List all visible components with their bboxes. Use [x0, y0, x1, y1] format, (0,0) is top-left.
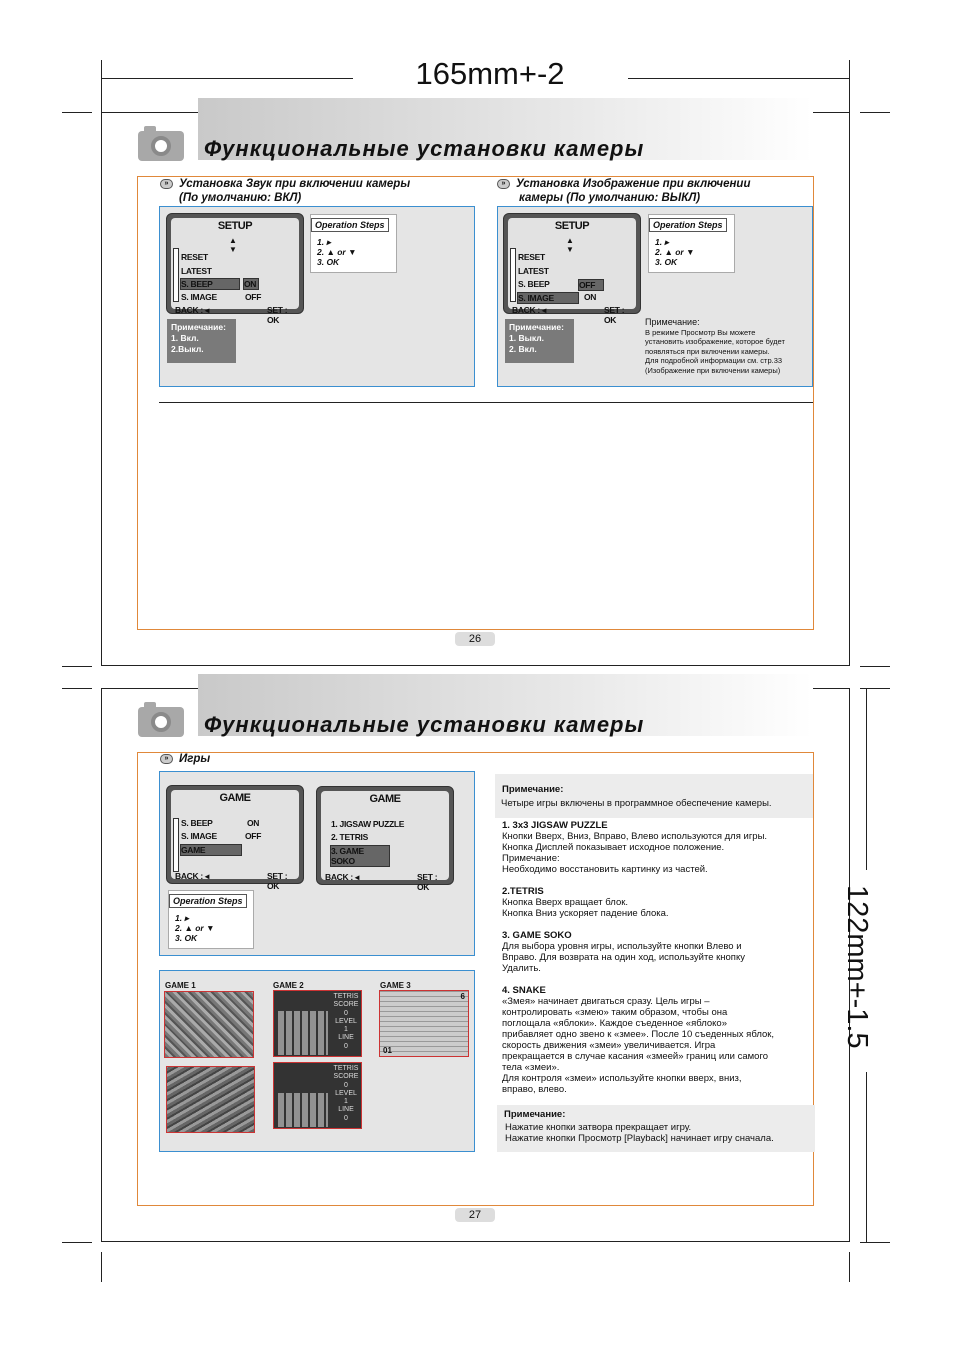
dimension-line	[628, 78, 850, 79]
tetris-thumbnail: TETRIS SCORE 0 LEVEL 1 LINE 0	[273, 1062, 362, 1129]
scrollbar	[173, 248, 179, 302]
game-select-screen	[316, 786, 454, 892]
note-text: Нажатие кнопки затвора прекращает игру.	[505, 1122, 692, 1133]
arrow-bullet-icon: »	[160, 179, 173, 189]
arrow-bullet-icon: »	[160, 754, 173, 764]
camera-icon	[138, 707, 184, 737]
top-dimension-label: 165mm+-2	[415, 56, 565, 91]
side-note: Примечание: В режиме Просмотр Вы можете установить изображение, которое будет появляться при включении камеры. Для подробной информации см. стр.33 (Изображение при включении камеры)	[645, 317, 785, 375]
menu-item-s-beep: S. BEEP	[181, 818, 213, 828]
back-label: BACK : ◂	[512, 305, 546, 315]
set-label: SET : OK	[267, 871, 288, 891]
screen-title: GAME	[369, 793, 401, 805]
value-off: OFF	[245, 831, 262, 841]
value-off: OFF	[245, 292, 262, 302]
game-label: GAME 2	[273, 981, 304, 990]
game-screen	[166, 785, 304, 891]
set-label: SET : OK	[267, 305, 288, 325]
page-number: 27	[455, 1208, 495, 1222]
setup-screen	[166, 213, 304, 325]
game-label: GAME 3	[380, 981, 411, 990]
setup-screen	[503, 213, 641, 325]
menu-item-latest: LATEST	[181, 266, 212, 276]
section-title: » Установка Звук при включении камеры (По умолчанию: ВКЛ)	[160, 177, 410, 205]
side-dimension-label: 122mm+-1.5	[841, 885, 873, 1049]
note-title: Примечание:	[504, 1109, 566, 1120]
jigsaw-thumbnail	[166, 1066, 255, 1133]
value-on: ON	[584, 292, 597, 302]
game-item-jigsaw: 1. JIGSAW PUZZLE	[331, 819, 405, 829]
dimension-line	[101, 78, 353, 79]
menu-item-game: GAME	[180, 844, 242, 856]
page-title: Функциональные установки камеры	[204, 136, 645, 161]
note-box: Примечание: 1. Выкл. 2. Вкл.	[505, 319, 574, 363]
menu-item-s-beep: S. BEEP	[518, 279, 550, 289]
menu-item-latest: LATEST	[518, 266, 549, 276]
set-label: SET : OK	[417, 872, 438, 892]
value-on: ON	[243, 278, 259, 290]
value-on: ON	[247, 818, 260, 828]
note-title: Примечание:	[502, 784, 564, 795]
game-label: GAME 1	[165, 981, 196, 990]
jigsaw-thumbnail	[164, 991, 254, 1058]
value-off: OFF	[578, 279, 604, 291]
scrollbar	[173, 818, 179, 872]
screen-title: GAME	[219, 792, 251, 804]
dimension-line	[866, 688, 867, 870]
games-description: 1. 3x3 JIGSAW PUZZLE Кнопки Вверх, Вниз, Вправо, Влево используются для игры. Кнопка Дисплей показывает исходное положение. Примечание: Необходимо восстановить картинку из частей. 2.TETRIS Кнопка Вверх вращает блок. Кнопка Вниз ускоряет падение блока. 3. GAME SOKO Для выбора уровня игры, используйте кнопки Влево и Вправо. Для возврата на один ход, используйте кнопку Удалить. 4. SNAKE «Змея» начинает двигаться сразу. Цель игры – контролировать «змею» таким образом, чтобы она поглощала «яблоки». Каждое съеденное «яблоко» прибавляет одно звено к «змее». После 10 съеденных яблок, скорость движения «змеи» увеличивается. Игра прекращается в случае касания «змеей» границ или самого тела «змеи». Для контроля «змеи» используйте кнопки вверх, вниз, вправо, влево.	[502, 820, 775, 1095]
menu-item-s-beep: S. BEEP	[180, 278, 240, 290]
up-down-icon: ▲ ▼	[566, 236, 574, 254]
dimension-line	[866, 1072, 867, 1242]
note-box: Примечание: 1. Вкл. 2.Выкл.	[167, 319, 236, 363]
menu-item-reset: RESET	[518, 252, 545, 262]
camera-icon	[138, 131, 184, 161]
operation-steps: Operation Steps 1. ▸ 2. ▲ or ▼ 3. OK	[310, 214, 397, 273]
arrow-bullet-icon: »	[497, 179, 510, 189]
tetris-thumbnail: TETRIS SCORE 0 LEVEL 1 LINE 0	[273, 990, 362, 1057]
back-label: BACK : ◂	[175, 871, 209, 881]
scrollbar	[510, 248, 516, 302]
screen-title: SETUP	[217, 220, 253, 232]
up-down-icon: ▲ ▼	[229, 236, 237, 254]
menu-item-s-image: S. IMAGE	[517, 292, 579, 304]
menu-item-s-image: S. IMAGE	[181, 831, 217, 841]
game-item-tetris: 2. TETRIS	[331, 832, 368, 842]
divider	[159, 402, 813, 403]
soko-thumbnail: 01 6	[379, 990, 469, 1057]
section-title: » Установка Изображение при включении камеры (По умолчанию: ВЫКЛ)	[497, 177, 751, 205]
operation-steps: Operation Steps 1. ▸ 2. ▲ or ▼ 3. OK	[648, 214, 735, 273]
section-title: » Игры	[160, 752, 210, 766]
back-label: BACK : ◂	[175, 305, 209, 315]
operation-steps: Operation Steps 1. ▸ 2. ▲ or ▼ 3. OK	[168, 890, 254, 949]
menu-item-s-image: S. IMAGE	[181, 292, 217, 302]
note-box	[495, 774, 813, 818]
back-label: BACK : ◂	[325, 872, 359, 882]
note-text: Нажатие кнопки Просмотр [Playback] начинает игру сначала.	[505, 1133, 774, 1144]
note-text: Четыре игры включены в программное обеспечение камеры.	[501, 798, 772, 809]
page-number: 26	[455, 632, 495, 646]
menu-item-reset: RESET	[181, 252, 208, 262]
page-title: Функциональные установки камеры	[204, 712, 645, 737]
set-label: SET : OK	[604, 305, 625, 325]
game-item-soko: 3. GAME SOKO	[330, 845, 390, 867]
screen-title: SETUP	[554, 220, 590, 232]
